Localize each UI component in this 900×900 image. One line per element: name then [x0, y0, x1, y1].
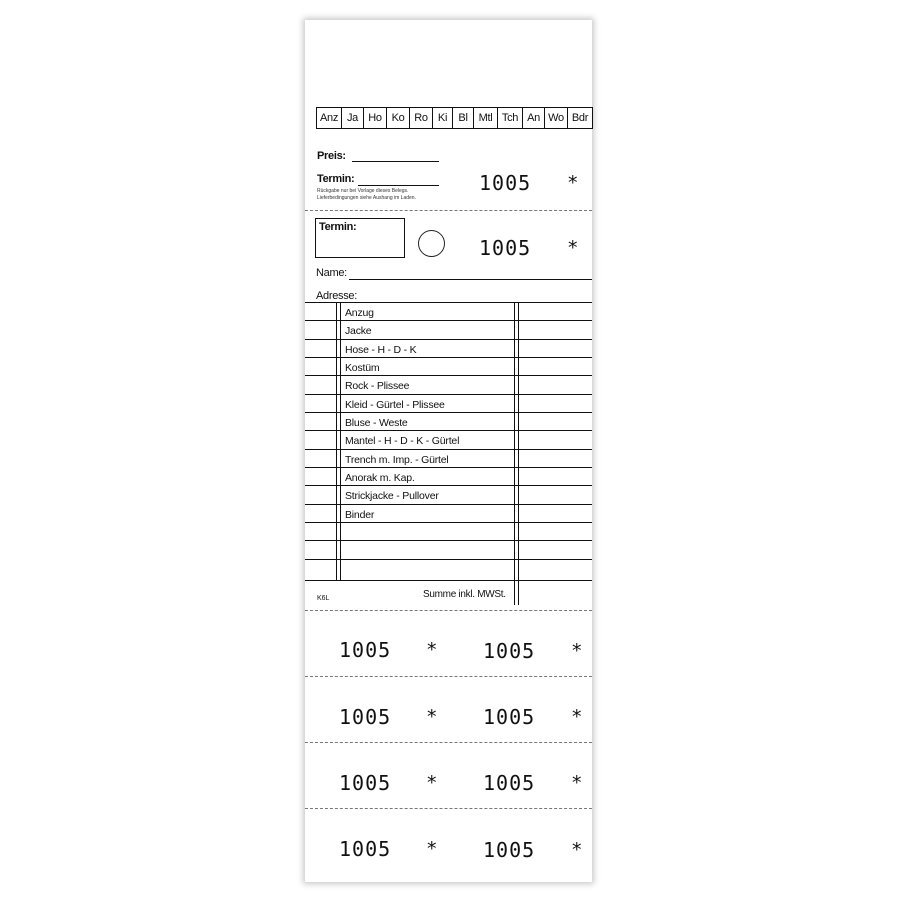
perforation-2 [305, 610, 592, 611]
item-kostuem: Kostüm [345, 362, 380, 374]
termin-box [315, 218, 405, 258]
table-right-divider-2 [518, 302, 519, 605]
stub-number: 1005 [339, 638, 392, 662]
stub-asterisk: * [427, 772, 437, 794]
stub-asterisk: * [572, 772, 582, 794]
table-right-divider [514, 302, 515, 605]
stub-number: 1005 [483, 639, 536, 663]
stub-number: 1005 [339, 837, 392, 861]
table-bottom-line [305, 580, 592, 581]
hole-circle [418, 230, 445, 257]
table-left-divider-2 [340, 302, 341, 580]
table-line [305, 394, 592, 395]
code-anz: Anz [317, 108, 342, 128]
name-line [349, 279, 592, 280]
code-ko: Ko [387, 108, 410, 128]
item-hose: Hose - H - D - K [345, 344, 417, 356]
dry-cleaning-ticket [305, 20, 592, 882]
stub-number: 1005 [483, 771, 536, 795]
code-tch: Tch [498, 108, 523, 128]
termin-line [358, 185, 439, 186]
preis-line [352, 161, 439, 162]
table-line [305, 522, 592, 523]
stub-number: 1005 [483, 705, 536, 729]
table-line [305, 375, 592, 376]
fine-print-1: Rückgabe nur bei Vorlage dieses Belegs. [317, 188, 409, 194]
termin-box-label: Termin: [319, 221, 357, 233]
code-ro: Ro [410, 108, 433, 128]
table-line [305, 467, 592, 468]
form-code: K6L [317, 595, 330, 602]
stub-asterisk: * [427, 838, 437, 860]
item-strickjacke: Strickjacke - Pullover [345, 490, 439, 502]
table-line [305, 449, 592, 450]
code-wo: Wo [545, 108, 568, 128]
ticket-number-1: 1005 [479, 171, 532, 195]
item-rock: Rock - Plissee [345, 380, 410, 392]
asterisk-2: * [568, 237, 578, 259]
perforation-1 [305, 210, 592, 211]
summe-label: Summe inkl. MWSt. [423, 589, 506, 600]
code-ho: Ho [364, 108, 387, 128]
name-label: Name: [316, 267, 347, 279]
asterisk-1: * [568, 172, 578, 194]
stub-number: 1005 [339, 705, 392, 729]
ticket-number-2: 1005 [479, 236, 532, 260]
item-kleid: Kleid - Gürtel - Plissee [345, 399, 445, 411]
table-left-divider [336, 302, 337, 580]
table-line [305, 504, 592, 505]
stub-asterisk: * [572, 706, 582, 728]
code-ja: Ja [342, 108, 364, 128]
fine-print-2: Lieferbedingungen siehe Aushang im Laden. [317, 195, 416, 201]
table-line [305, 485, 592, 486]
stub-number: 1005 [339, 771, 392, 795]
code-mtl: Mtl [474, 108, 498, 128]
table-line [305, 540, 592, 541]
stub-asterisk: * [572, 839, 582, 861]
stub-asterisk: * [427, 639, 437, 661]
item-mantel: Mantel - H - D - K - Gürtel [345, 435, 460, 447]
table-line [305, 357, 592, 358]
item-binder: Binder [345, 509, 375, 521]
item-jacke: Jacke [345, 325, 372, 337]
code-ki: Ki [433, 108, 453, 128]
stub-asterisk: * [427, 706, 437, 728]
perforation-4 [305, 742, 592, 743]
table-line [305, 339, 592, 340]
perforation-3 [305, 676, 592, 677]
adresse-label: Adresse: [316, 290, 358, 302]
preis-label: Preis: [317, 150, 346, 162]
perforation-5 [305, 808, 592, 809]
table-line [305, 412, 592, 413]
item-trench: Trench m. Imp. - Gürtel [345, 454, 449, 466]
stub-asterisk: * [572, 640, 582, 662]
table-line [305, 430, 592, 431]
table-line [305, 559, 592, 560]
stub-number: 1005 [483, 838, 536, 862]
item-anorak: Anorak m. Kap. [345, 472, 415, 484]
item-bluse: Bluse - Weste [345, 417, 408, 429]
garment-code-row [316, 107, 593, 129]
table-line [305, 320, 592, 321]
code-an: An [523, 108, 545, 128]
table-top-line [305, 302, 592, 303]
item-anzug: Anzug [345, 307, 374, 319]
termin-label: Termin: [317, 173, 355, 185]
code-bl: Bl [453, 108, 474, 128]
code-bdr: Bdr [571, 112, 589, 124]
